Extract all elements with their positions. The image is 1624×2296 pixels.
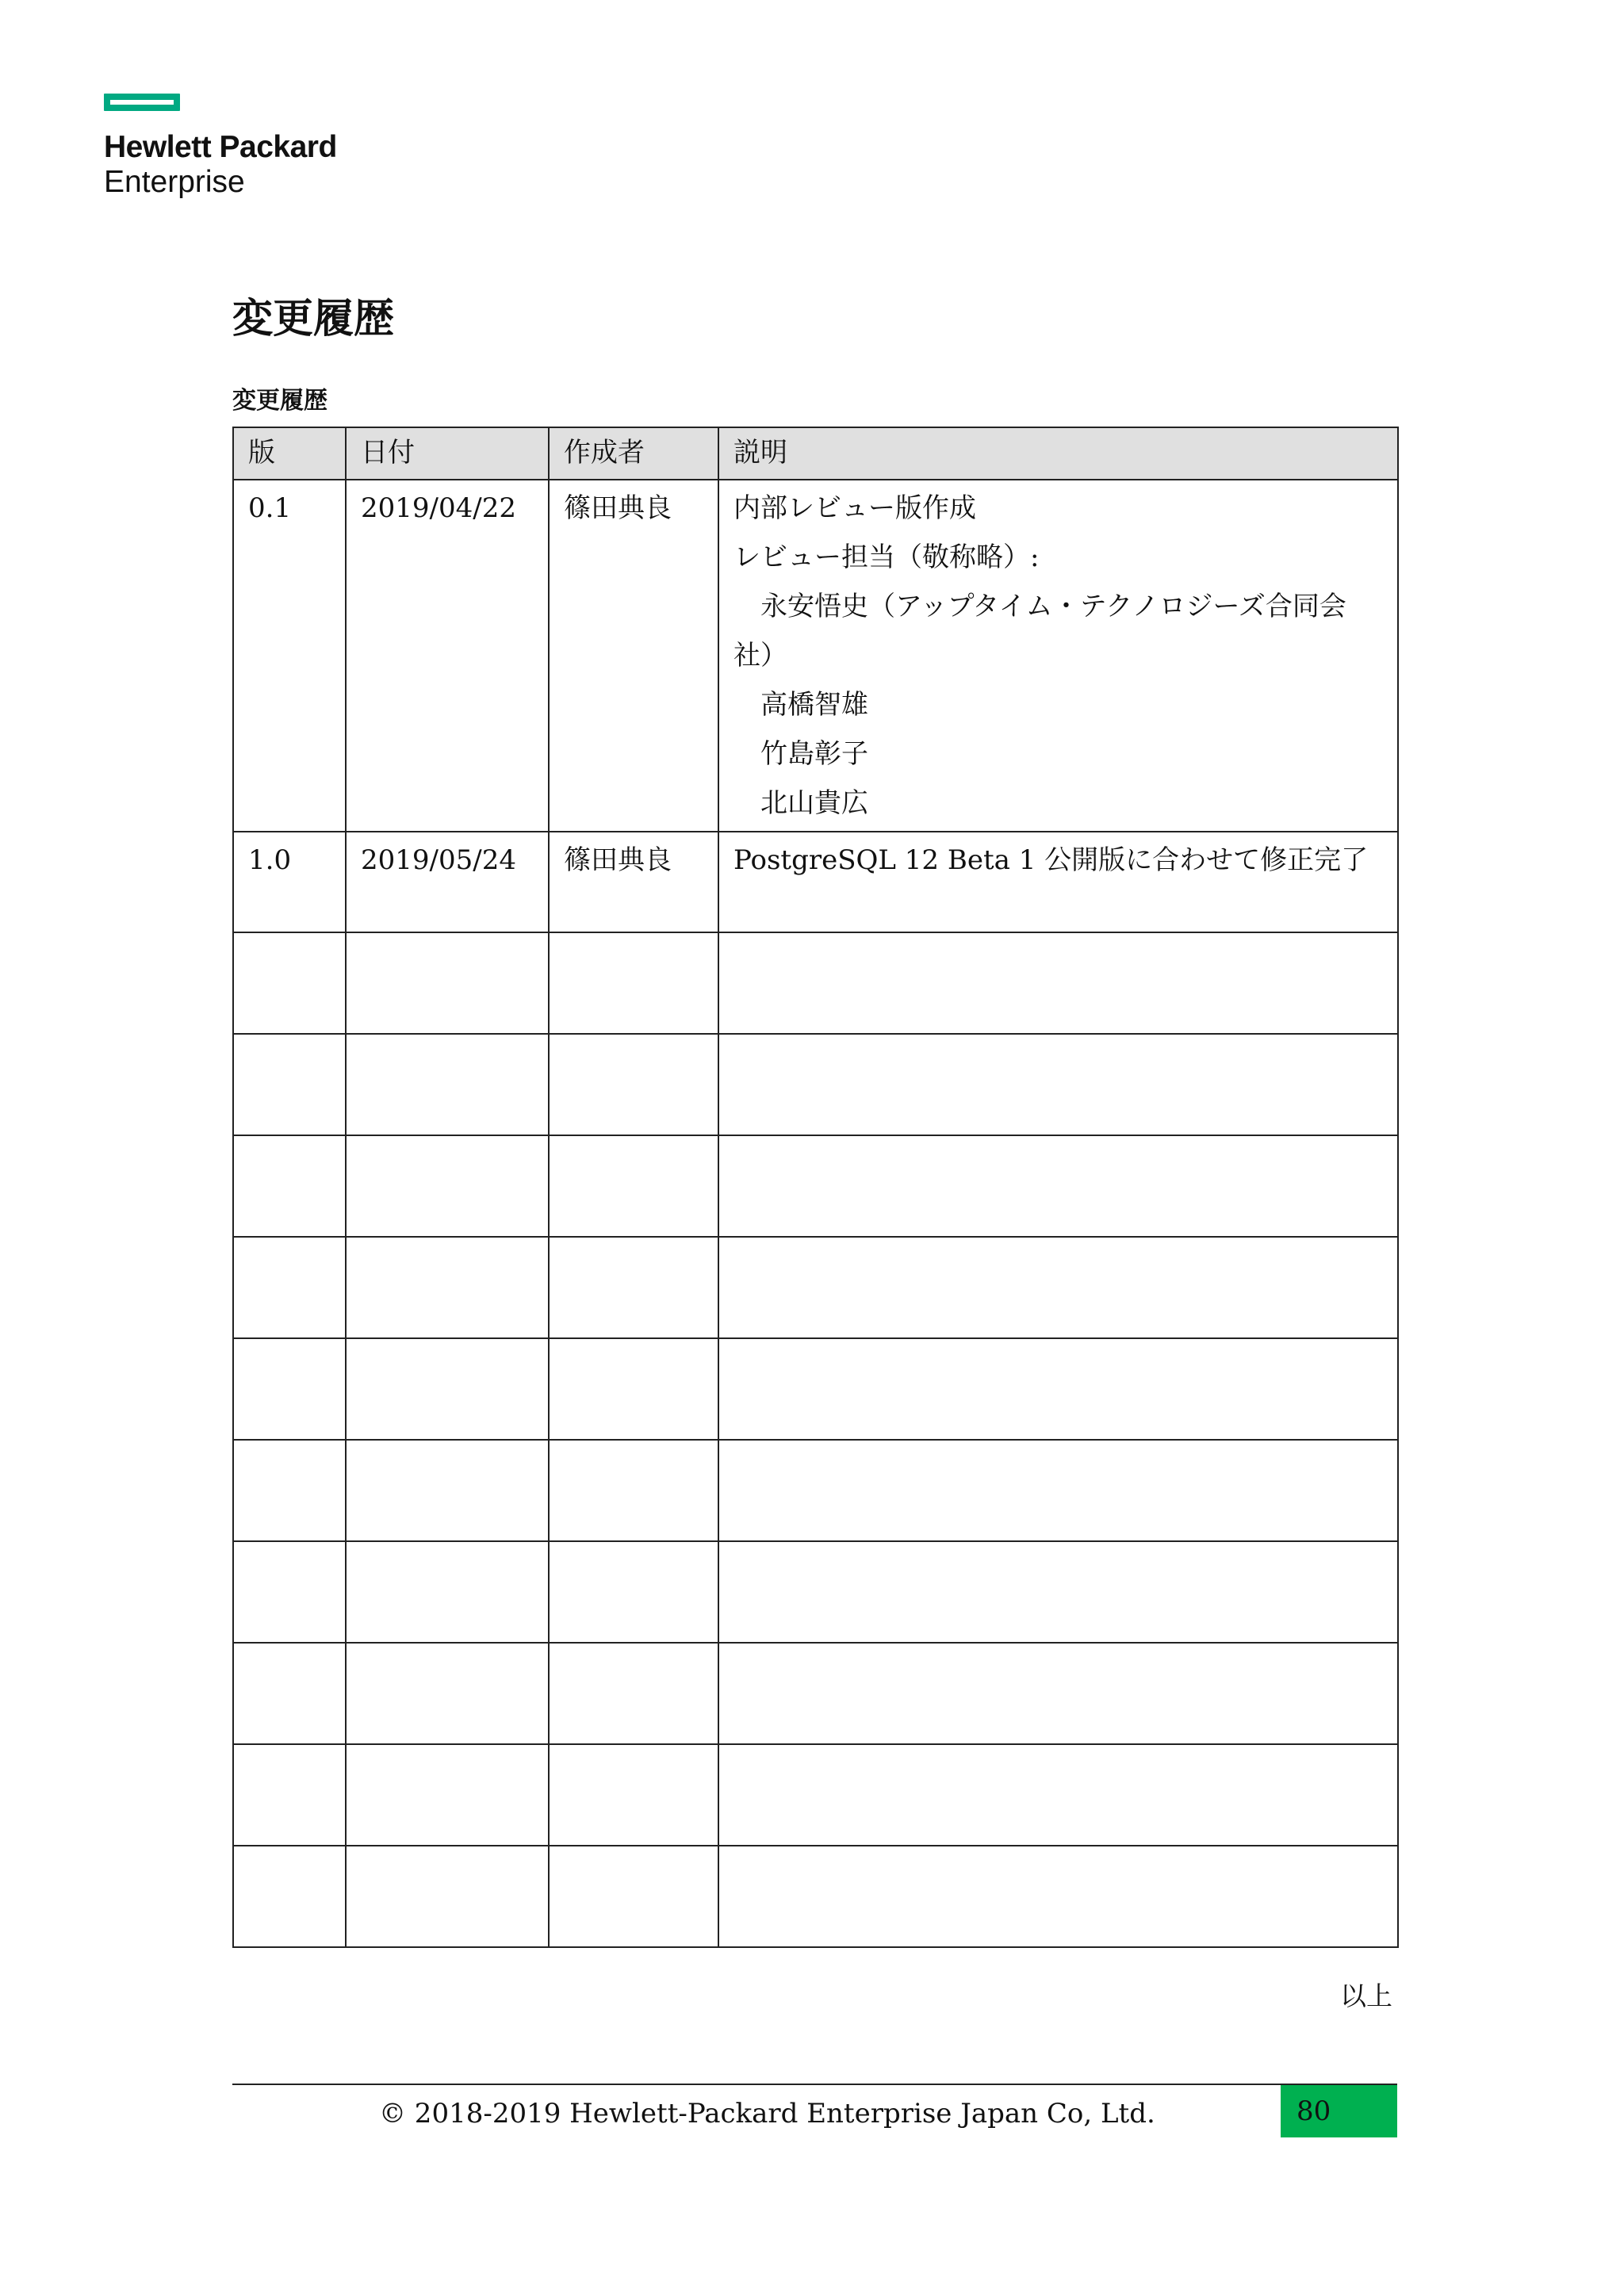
logo-text-line1: Hewlett Packard (104, 130, 337, 164)
table-cell-empty (346, 1338, 549, 1440)
table-cell-empty (233, 1135, 346, 1237)
page-number: 80 (1297, 2095, 1331, 2127)
table-cell-empty (718, 932, 1398, 1034)
table-row-empty (233, 1237, 1398, 1338)
header-version: 版 (233, 427, 346, 480)
table-cell-empty (549, 1643, 718, 1744)
table-row-empty (233, 1440, 1398, 1541)
table-cell-empty (346, 1643, 549, 1744)
cell-date: 2019/05/24 (346, 832, 549, 932)
hpe-logo (104, 94, 366, 205)
table-cell-empty (549, 1541, 718, 1643)
table-cell-empty (346, 1237, 549, 1338)
table-cell-empty (718, 1643, 1398, 1744)
cell-version: 0.1 (233, 480, 346, 832)
description-line: 北山貴広 (733, 787, 868, 819)
table-row-empty (233, 932, 1398, 1034)
table-cell-empty (718, 1541, 1398, 1643)
table-cell-empty (549, 1440, 718, 1541)
header-description: 説明 (718, 427, 1398, 480)
description-line: 竹島彰子 (733, 738, 868, 770)
table-cell-empty (346, 932, 549, 1034)
cell-description (718, 832, 1398, 932)
description-line: PostgreSQL 12 Beta 1 公開版に合わせて修正完了 (733, 844, 1369, 876)
table-row-empty (233, 1643, 1398, 1744)
table-cell-empty (549, 932, 718, 1034)
table-cell-empty (233, 1541, 346, 1643)
cell-date: 2019/04/22 (346, 480, 549, 832)
description-line: 社） (733, 640, 787, 672)
table-row-empty (233, 1541, 1398, 1643)
header-author: 作成者 (549, 427, 718, 480)
footer-divider (232, 2084, 1397, 2085)
page-title: 変更履歴 (232, 296, 395, 342)
table-row (233, 480, 1398, 832)
table-cell-empty (233, 1846, 346, 1947)
table-cell-empty (718, 1237, 1398, 1338)
description-line: レビュー担当（敬称略）: (733, 541, 1040, 573)
table-cell-empty (233, 1744, 346, 1846)
table-cell-empty (549, 1034, 718, 1135)
table-cell-empty (233, 1440, 346, 1541)
table-cell-empty (549, 1135, 718, 1237)
table-row-empty (233, 1744, 1398, 1846)
table-cell-empty (549, 1744, 718, 1846)
table-cell-empty (233, 1338, 346, 1440)
description-line: 内部レビュー版作成 (733, 492, 976, 524)
logo-text-line2: Enterprise (104, 165, 245, 199)
description-line: 永安悟史（アップタイム・テクノロジーズ合同会 (733, 591, 1346, 622)
closing-mark: 以上 (1340, 1980, 1392, 2011)
table-cell-empty (233, 1643, 346, 1744)
table-caption: 変更履歴 (232, 387, 327, 415)
table-row-empty (233, 1846, 1398, 1947)
table-cell-empty (346, 1846, 549, 1947)
table-cell-empty (718, 1135, 1398, 1237)
hpe-logo-rectangle-icon (104, 94, 180, 111)
table-row-empty (233, 1338, 1398, 1440)
table-cell-empty (346, 1135, 549, 1237)
table-cell-empty (346, 1541, 549, 1643)
cell-version: 1.0 (233, 832, 346, 932)
table-cell-empty (718, 1034, 1398, 1135)
footer-copyright: © 2018-2019 Hewlett-Packard Enterprise Japan Co, Ltd. (379, 2098, 1155, 2130)
table-cell-empty (549, 1846, 718, 1947)
cell-author: 篠田典良 (549, 832, 718, 932)
table-cell-empty (718, 1846, 1398, 1947)
table-cell-empty (718, 1744, 1398, 1846)
table-cell-empty (346, 1440, 549, 1541)
table-cell-empty (718, 1338, 1398, 1440)
table-cell-empty (233, 1237, 346, 1338)
description-line: 高橋智雄 (733, 689, 868, 721)
table-cell-empty (549, 1237, 718, 1338)
revision-history-table (232, 427, 1399, 1948)
table-cell-empty (718, 1440, 1398, 1541)
table-cell-empty (233, 932, 346, 1034)
table-cell-empty (346, 1034, 549, 1135)
table-row-empty (233, 1135, 1398, 1237)
cell-description (718, 480, 1398, 832)
table-cell-empty (233, 1034, 346, 1135)
table-row (233, 832, 1398, 932)
table-cell-empty (549, 1338, 718, 1440)
cell-author: 篠田典良 (549, 480, 718, 832)
table-row-empty (233, 1034, 1398, 1135)
page-number-box (1281, 2085, 1397, 2137)
table-cell-empty (346, 1744, 549, 1846)
header-date: 日付 (346, 427, 549, 480)
table-header-row (233, 427, 1398, 480)
